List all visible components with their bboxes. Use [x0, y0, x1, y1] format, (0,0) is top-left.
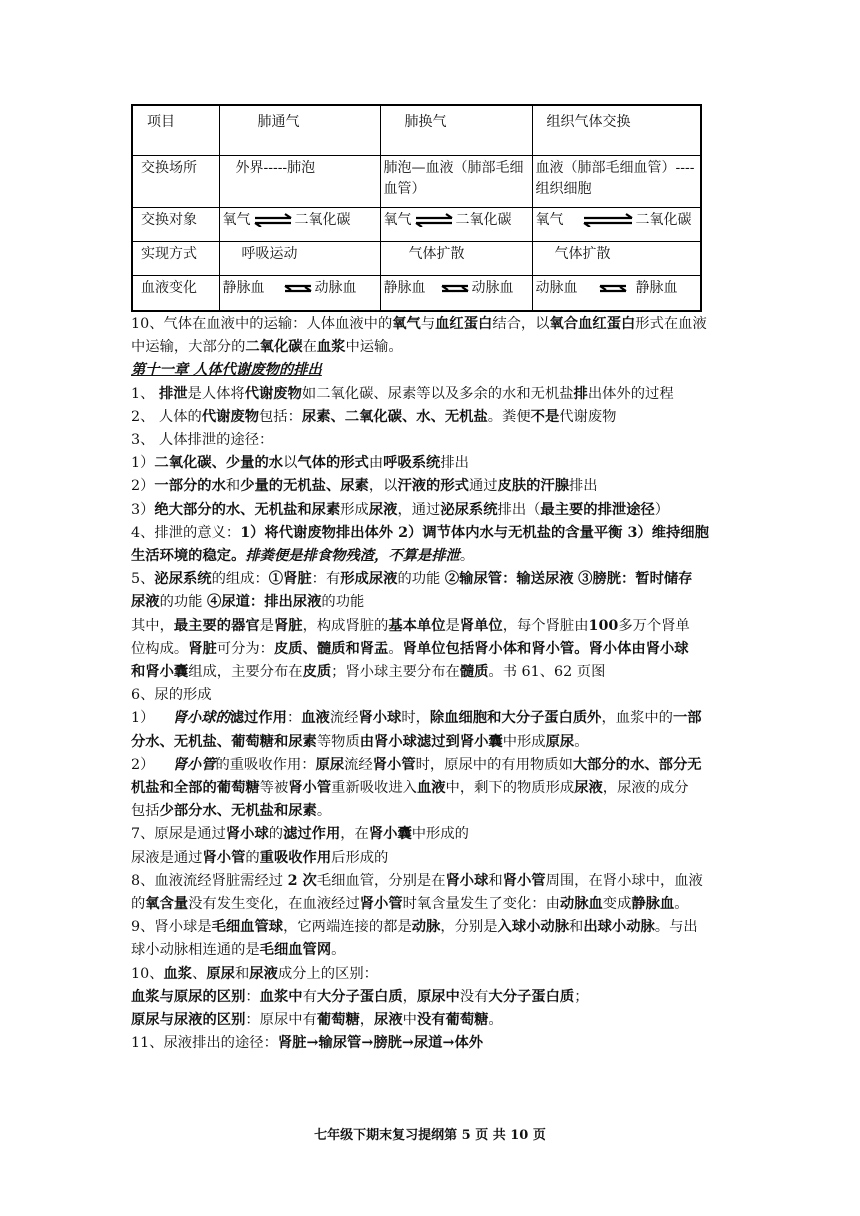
text-run: 中，剩下的物质形成	[445, 780, 575, 797]
text-run: 等被	[259, 780, 289, 797]
text-line	[131, 893, 731, 916]
text-run: 入球小动脉	[497, 919, 570, 936]
text-run: 生活环境的稳定。	[131, 548, 246, 565]
text-run: 大部分的水、部分无	[572, 756, 702, 773]
text-run: 球小动脉相连通的是	[131, 942, 260, 959]
text-run: 肾脏	[188, 640, 217, 657]
pair-left: 静脉血	[383, 279, 426, 296]
text-run: 的功能	[321, 594, 365, 611]
text-run: 分水、无机盐、葡萄糖和尿素	[131, 733, 317, 750]
exchange-arrows-icon	[414, 213, 454, 227]
table-row	[132, 241, 701, 275]
text-run: 除血细胞和大分子蛋白质外	[429, 710, 602, 727]
exchange-arrows-svg	[414, 213, 454, 227]
text-line	[131, 452, 731, 475]
text-run: 是	[259, 617, 274, 634]
text-run: 机盐和全部的葡萄糖	[131, 780, 260, 797]
text-line	[131, 1032, 731, 1055]
text-run: 有	[302, 988, 317, 1005]
text-run: 泌尿系统	[154, 571, 212, 588]
text-run: 皮肤的汗腺	[497, 478, 570, 495]
text-run: 时氧含量发生了变化：由	[402, 896, 560, 913]
text-run: 氧合血红蛋白	[549, 316, 636, 332]
text-run: 中运输，大部分的	[131, 339, 246, 356]
text-run: 和	[488, 872, 503, 889]
text-run: 最主要的排泄途径	[540, 501, 655, 518]
text-run: 和	[569, 919, 584, 936]
table-cell	[219, 275, 380, 311]
text-run: 尿液	[574, 780, 603, 797]
text-run: 2、 人体的	[131, 408, 202, 425]
text-run: ，通过	[397, 501, 441, 518]
text-run: 肾小球	[225, 826, 269, 843]
text-run: 时，原尿中的有用物质如	[415, 756, 573, 773]
pair-left: 静脉血	[222, 279, 265, 296]
text-run: ：	[286, 710, 302, 727]
text-run: 形式在血液	[635, 316, 707, 332]
text-run: ：	[245, 988, 260, 1005]
text-run: 1）将代谢废物排出体外 2）调节体内水与无机盐的含量平衡 3）维持细胞	[240, 524, 709, 541]
table-cell: 肺泡—血液（肺部毛细血管）	[380, 155, 532, 207]
text-run: 的重吸收作用：	[215, 756, 316, 773]
text-line	[131, 870, 731, 893]
table-header-row	[132, 105, 701, 155]
text-run: 3）	[131, 501, 155, 518]
text-run: 髓质	[459, 664, 489, 681]
text-run: 中形成	[502, 733, 546, 750]
text-run: 11、尿液排出的途径：	[131, 1035, 278, 1052]
text-line	[131, 568, 731, 591]
text-run: 。	[316, 803, 332, 820]
text-run: 流经	[344, 756, 373, 773]
text-run: 肾小管	[202, 849, 246, 866]
pair-right: 动脉血	[471, 279, 514, 296]
text-run: 肾小球	[645, 640, 689, 657]
row-label: 交换对象	[132, 207, 219, 241]
text-run: 由	[631, 640, 646, 657]
text-run: 在	[302, 339, 317, 356]
text-run: 其中，	[131, 617, 174, 634]
text-run: 一部	[672, 710, 702, 727]
text-run: 毛细血管网	[259, 942, 332, 959]
text-line	[131, 800, 731, 823]
text-run: 成分上的区别：	[277, 965, 378, 982]
text-run: 肾小管	[172, 756, 216, 773]
text-run: 血浆与原尿的区别	[131, 988, 246, 1005]
text-run: ，	[402, 988, 417, 1005]
text-run: 尿液	[131, 594, 160, 611]
text-run: 形成	[340, 501, 369, 518]
text-run: 代谢废物	[201, 408, 260, 425]
text-line	[131, 823, 731, 846]
exchange-arrows-svg	[598, 281, 628, 295]
text-run: 肾小管	[372, 756, 416, 773]
text-run: 原尿与尿液的区别	[131, 1012, 246, 1029]
text-run: 10、气体在血液中的运输：人体血液中的	[131, 316, 393, 332]
text-line	[131, 847, 731, 870]
text-line	[131, 475, 731, 498]
text-run: 7、原尿是通过	[131, 826, 226, 843]
text-run: 肾小管	[288, 780, 332, 797]
gas-exchange-table	[131, 104, 702, 312]
table-header-cell: 项目	[132, 105, 219, 155]
text-run: 没有葡萄糖	[416, 1012, 489, 1029]
row-label: 血液变化	[132, 275, 219, 311]
text-run: 少量的无机盐、尿素	[240, 478, 369, 495]
text-line	[131, 522, 731, 545]
text-run: 与	[420, 316, 436, 332]
text-run: 泌尿系统	[440, 501, 498, 518]
text-run: 排出	[569, 478, 598, 495]
text-run: 由	[368, 455, 384, 472]
text-run: 肾单位	[402, 640, 446, 657]
text-run: 流经	[329, 710, 359, 727]
text-run: 9、肾小球是	[131, 919, 212, 936]
text-run: 排出	[440, 455, 469, 472]
text-run: 位构成。	[131, 640, 189, 657]
text-run: 血红蛋白	[435, 316, 493, 332]
text-run: 5、	[131, 571, 155, 588]
text-run: 的组成：	[211, 571, 269, 588]
chapter-heading: 第十一章 人体代谢废物的排出	[131, 362, 322, 379]
text-run: 10、	[131, 965, 164, 982]
text-run: 肾单位	[459, 617, 503, 634]
text-run: 和	[225, 478, 241, 495]
table-cell: 外界-----肺泡	[219, 155, 380, 207]
text-run: 100	[588, 617, 619, 634]
text-run: 静脉血	[631, 896, 675, 913]
exchange-arrows-svg	[283, 281, 313, 295]
text-run: 代谢废物	[559, 408, 617, 425]
table-cell	[532, 207, 701, 241]
text-run: 氧气	[392, 316, 421, 332]
text-run: 1）	[131, 455, 155, 472]
text-run: 通过	[468, 478, 498, 495]
text-line	[131, 1009, 731, 1032]
text-run: 的	[245, 849, 260, 866]
text-run: 没有发生变化，在血液经过	[188, 896, 360, 913]
text-run: 。	[459, 548, 475, 565]
page-footer: 七年级下期末复习提纲第 5 页 共 10 页	[314, 1128, 546, 1143]
text-run: 。粪便	[487, 408, 531, 425]
text-run: ④尿道：排出尿液	[207, 594, 322, 611]
text-run: ；	[574, 988, 589, 1005]
text-line: 6、尿的形成	[131, 687, 212, 704]
text-line	[131, 383, 731, 406]
text-line	[131, 615, 731, 638]
table-cell	[219, 207, 380, 241]
text-run: 毛细血管，分别是在	[316, 872, 446, 889]
text-run: 的功能	[397, 571, 445, 588]
table-row	[132, 207, 701, 241]
exchange-arrows-icon	[253, 213, 293, 227]
text-line	[131, 707, 731, 730]
text-run: 组成，主要分布在	[188, 664, 303, 681]
text-line	[131, 777, 731, 800]
text-run: 血液	[416, 780, 446, 797]
text-line	[131, 406, 731, 429]
text-run: 皮质	[302, 664, 332, 681]
table-header-cell: 肺换气	[380, 105, 532, 155]
text-run: 周围，在肾小球中，血液	[545, 872, 703, 889]
text-line	[131, 499, 731, 522]
text-run: 排出（	[497, 501, 541, 518]
text-line	[131, 986, 731, 1009]
text-run: 。	[331, 942, 346, 959]
text-run: 8、血液流经肾脏需经过	[131, 872, 288, 889]
text-run: 肾小球	[358, 710, 402, 727]
text-run: 4、排泄的意义：	[131, 524, 241, 541]
text-run: 时，	[401, 710, 430, 727]
text-run: 包括：	[259, 408, 302, 425]
text-run: ，尿液的成分	[602, 780, 689, 797]
text-run: 包括	[445, 640, 475, 657]
text-run: 代谢废物	[244, 385, 302, 402]
text-run: 2）	[131, 478, 155, 495]
text-run: 肾小管	[502, 872, 546, 889]
text-run: 中	[402, 1012, 417, 1029]
text-line	[131, 313, 731, 336]
text-run: 原尿中	[416, 988, 460, 1005]
text-run: 尿素、二氧化碳、水、无机盐	[301, 408, 488, 425]
pair-left: 氧气	[535, 211, 564, 228]
text-run: 滤过作用	[229, 710, 287, 727]
text-line	[131, 661, 731, 684]
text-run: 绝大部分的水、无机盐和尿素	[154, 501, 341, 518]
text-run: 出体外的过程	[587, 385, 674, 402]
text-line	[131, 754, 731, 777]
text-run: ；肾小球主要分布在	[331, 664, 460, 681]
text-run: 没有	[459, 988, 489, 1005]
table-header-cell: 组织气体交换	[532, 105, 701, 155]
notes-body	[131, 313, 731, 1056]
text-run: 肾小体	[588, 640, 632, 657]
text-run: ，它两端连接的都是	[283, 919, 412, 936]
text-run: 由肾小球滤过到肾小囊	[359, 733, 503, 750]
text-run: 氧含量	[145, 896, 189, 913]
text-run: 2）	[131, 756, 173, 773]
text-run: 毛细血管球	[211, 919, 284, 936]
text-line: 3、 人体排泄的途径：	[131, 432, 274, 449]
table-cell: 气体扩散	[532, 241, 701, 275]
text-run: 二氧化碳、少量的水	[154, 455, 284, 472]
text-run: ，以	[368, 478, 398, 495]
text-run: 排	[573, 385, 588, 402]
text-run: ：有	[311, 571, 341, 588]
exchange-arrows-icon	[440, 281, 470, 295]
exchange-arrows-icon	[582, 213, 634, 227]
text-run: 出球小动脉	[583, 919, 655, 936]
text-run: 、	[192, 965, 207, 982]
text-run: 排粪便是排食物残渣，不算是排泄	[245, 548, 460, 565]
text-run: 排泄	[158, 385, 188, 402]
table-cell	[380, 207, 532, 241]
text-run: 少部分水、无机盐和尿素	[159, 803, 317, 820]
text-run: ③膀胱：暂时储存	[578, 571, 693, 588]
text-run: ，分别是	[440, 919, 498, 936]
table-cell: 血液（肺部毛细血管）----组织细胞	[532, 155, 701, 207]
table-row	[132, 275, 701, 311]
text-run: 基本单位	[388, 617, 446, 634]
exchange-arrows-icon	[283, 281, 313, 295]
text-run: 中运输。	[345, 339, 403, 356]
text-run: 的	[268, 826, 284, 843]
text-run: 形成尿液	[340, 571, 398, 588]
text-line	[131, 591, 731, 614]
text-run: 和	[234, 965, 250, 982]
text-run: 尿液是通过	[131, 849, 203, 866]
text-run: 汗液的形式	[397, 478, 469, 495]
text-run: 血浆中	[259, 988, 303, 1005]
text-run: 气体的形式	[297, 455, 369, 472]
text-run: 可分为：	[216, 640, 274, 657]
text-run: 动脉	[411, 919, 441, 936]
text-run: 血液	[301, 710, 330, 727]
text-run: 葡萄糖	[316, 1012, 360, 1029]
text-run: 尿液	[374, 1012, 403, 1029]
text-run: 1、	[131, 385, 159, 402]
text-run: 。与出	[654, 919, 698, 936]
pair-right: 二氧化碳	[455, 211, 512, 228]
text-run: 肾小囊	[368, 826, 412, 843]
text-line	[131, 731, 731, 754]
text-run: 是	[445, 617, 460, 634]
text-run: 血浆	[163, 965, 193, 982]
pair-right: 静脉血	[635, 279, 678, 296]
text-run: 等物质	[316, 733, 360, 750]
text-run: 的	[131, 896, 146, 913]
text-run: 变成	[602, 896, 632, 913]
text-run: ，构成肾脏的	[302, 617, 389, 634]
text-run: 动脉血	[559, 896, 603, 913]
row-label: 交换场所	[132, 155, 219, 207]
text-run: ，在	[340, 826, 369, 843]
text-run: 。书 61、62 页图	[488, 664, 606, 681]
text-run: 不是	[530, 408, 560, 425]
text-run: 。	[574, 640, 589, 657]
text-run: 呼吸系统	[383, 455, 441, 472]
text-line	[131, 336, 731, 359]
text-run: ①肾脏	[268, 571, 312, 588]
text-run: 尿液	[249, 965, 278, 982]
text-run: ：原尿中有	[245, 1012, 317, 1029]
exchange-arrows-svg	[253, 213, 293, 227]
text-run: ）	[654, 501, 670, 518]
pair-left: 动脉血	[535, 279, 578, 296]
text-run: 重新吸收进入	[331, 780, 417, 797]
text-run: 血浆	[316, 339, 346, 356]
text-line	[131, 638, 731, 661]
text-run: 皮质、髓质和肾盂	[273, 640, 389, 657]
row-label: 实现方式	[132, 241, 219, 275]
pair-left: 氧气	[222, 211, 251, 228]
text-run: 包括	[131, 803, 160, 820]
text-run: 后形成的	[331, 849, 389, 866]
text-run: 中形成的	[411, 826, 469, 843]
text-line	[131, 916, 731, 939]
text-run: 2	[287, 872, 298, 889]
text-run: 肾脏	[273, 617, 303, 634]
text-run: ，每个肾脏由	[502, 617, 589, 634]
text-run: 肾小球	[445, 872, 489, 889]
text-run: ②输尿管：输送尿液	[444, 571, 574, 588]
text-run: 。	[488, 1012, 503, 1029]
text-run: 原尿	[545, 733, 575, 750]
text-run: 二氧化碳	[245, 339, 303, 356]
table-cell: 呼吸运动	[219, 241, 380, 275]
text-run: 最主要的器官	[173, 617, 260, 634]
text-run: 肾小球的	[172, 710, 230, 727]
text-run: 是人体将	[187, 385, 245, 402]
text-run: 。	[674, 896, 689, 913]
text-run: 原尿	[206, 965, 235, 982]
pair-right: 动脉血	[314, 279, 357, 296]
text-run: ，血浆中的	[601, 710, 673, 727]
exchange-arrows-svg	[582, 213, 634, 227]
pair-left: 氧气	[383, 211, 412, 228]
text-run: 。	[388, 640, 403, 657]
text-run: 次	[297, 872, 317, 889]
text-run: 原尿	[315, 756, 345, 773]
text-run: 结合，以	[492, 316, 550, 332]
text-line	[131, 963, 731, 986]
text-run: 一部分的水	[154, 478, 226, 495]
exchange-arrows-icon	[598, 281, 628, 295]
text-run: 如二氧化碳、尿素等以及多余的水和无机盐	[301, 385, 574, 402]
pair-right: 二氧化碳	[635, 211, 692, 228]
text-run: 肾小体和肾小管	[474, 640, 575, 657]
pair-right: 二氧化碳	[294, 211, 351, 228]
table-header-cell: 肺通气	[219, 105, 380, 155]
table-cell: 气体扩散	[380, 241, 532, 275]
text-run: 滤过作用	[283, 826, 341, 843]
text-run: 尿液	[368, 501, 398, 518]
text-run: 1）	[131, 710, 173, 727]
text-run: 大分子蛋白质	[488, 988, 575, 1005]
text-run: 多万个肾单	[618, 617, 690, 634]
text-run: 重吸收作用	[259, 849, 332, 866]
text-run: ，	[359, 1012, 375, 1029]
text-run: 。	[574, 733, 589, 750]
text-run: 和肾小囊	[131, 664, 189, 681]
table-row	[132, 155, 701, 207]
text-run: 以	[283, 455, 298, 472]
exchange-arrows-svg	[440, 281, 470, 295]
text-line	[131, 545, 731, 568]
text-line	[131, 939, 731, 962]
text-run: 大分子蛋白质	[316, 988, 403, 1005]
table-cell	[532, 275, 701, 311]
text-run: 肾脏→输尿管→膀胱→尿道→体外	[277, 1035, 484, 1052]
text-run: 的功能	[159, 594, 208, 611]
table-cell	[380, 275, 532, 311]
text-run: 肾小管	[359, 896, 403, 913]
